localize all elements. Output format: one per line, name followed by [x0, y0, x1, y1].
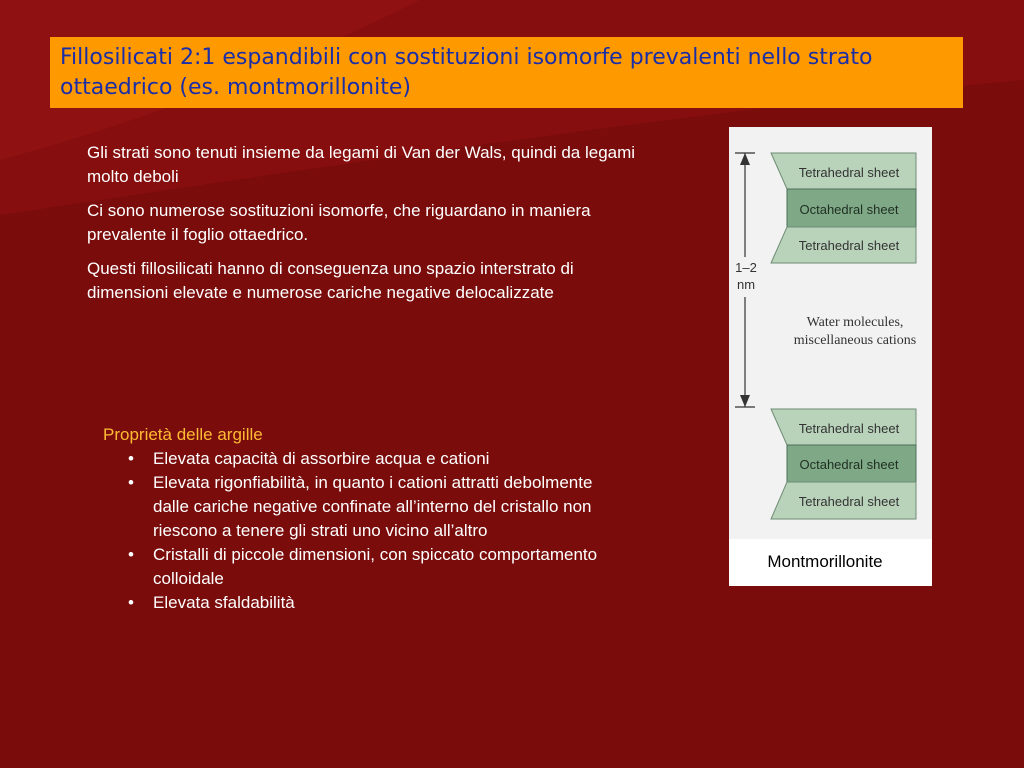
list-item: [103, 591, 603, 615]
bottom-layer-stack: [771, 409, 916, 519]
intro-paragraph: Questi fillosilicati hanno di conseguenza uno spazio interstrato di dimensioni elevate e numerose cariche negative delocalizzate: [87, 259, 574, 302]
intro-text-block: [87, 141, 657, 315]
slide-title: [50, 37, 963, 108]
spacing-unit-label: nm: [736, 277, 756, 292]
intro-paragraph: Gli strati sono tenuti insieme da legami di Van der Wals, quindi da legami molto deboli: [87, 143, 636, 186]
sheet-label: Tetrahedral sheet: [798, 238, 900, 253]
list-item-text: Cristalli di piccole dimensioni, con spiccato comportamento colloidale: [153, 545, 598, 588]
bullet-icon: •: [128, 593, 134, 612]
figure-caption: Montmorillonite: [729, 552, 921, 572]
list-item: [103, 543, 603, 591]
montmorillonite-figure: [729, 127, 932, 586]
properties-list: [103, 447, 603, 615]
properties-heading: Proprietà delle argille: [103, 425, 263, 444]
list-item-text: Elevata rigonfiabilità, in quanto i cationi attratti debolmente dalle cariche negative confinate all’interno del cristallo non riescono a tenere gli strati uno vicino all’altro: [153, 473, 593, 540]
top-layer-stack: [771, 153, 916, 263]
spacing-value-label: 1–2: [735, 260, 757, 275]
sheet-label: Tetrahedral sheet: [798, 421, 900, 436]
sheet-label: Tetrahedral sheet: [798, 494, 900, 509]
intro-paragraph: Ci sono numerose sostituzioni isomorfe, che riguardano in maniera prevalente il foglio ottaedrico.: [87, 201, 591, 244]
list-item: [103, 471, 603, 543]
sheet-label: Octahedral sheet: [799, 202, 899, 217]
list-item: [103, 447, 603, 471]
clay-properties-section: [103, 423, 603, 615]
bullet-icon: •: [128, 449, 134, 468]
bullet-icon: •: [128, 473, 134, 492]
sheet-label: Octahedral sheet: [799, 457, 899, 472]
list-item-text: Elevata capacità di assorbire acqua e cationi: [153, 449, 490, 468]
interlayer-label: miscellaneous cations: [793, 333, 917, 348]
sheet-label: Tetrahedral sheet: [798, 165, 900, 180]
interlayer-label: Water molecules,: [806, 315, 904, 330]
slide-title-text: Fillosilicati 2:1 espandibili con sostituzioni isomorfe prevalenti nello strato ottaedrico (es. montmorillonite): [60, 45, 873, 100]
list-item-text: Elevata sfaldabilità: [153, 593, 295, 612]
bullet-icon: •: [128, 545, 134, 564]
montmorillonite-structure-diagram: [729, 127, 932, 586]
